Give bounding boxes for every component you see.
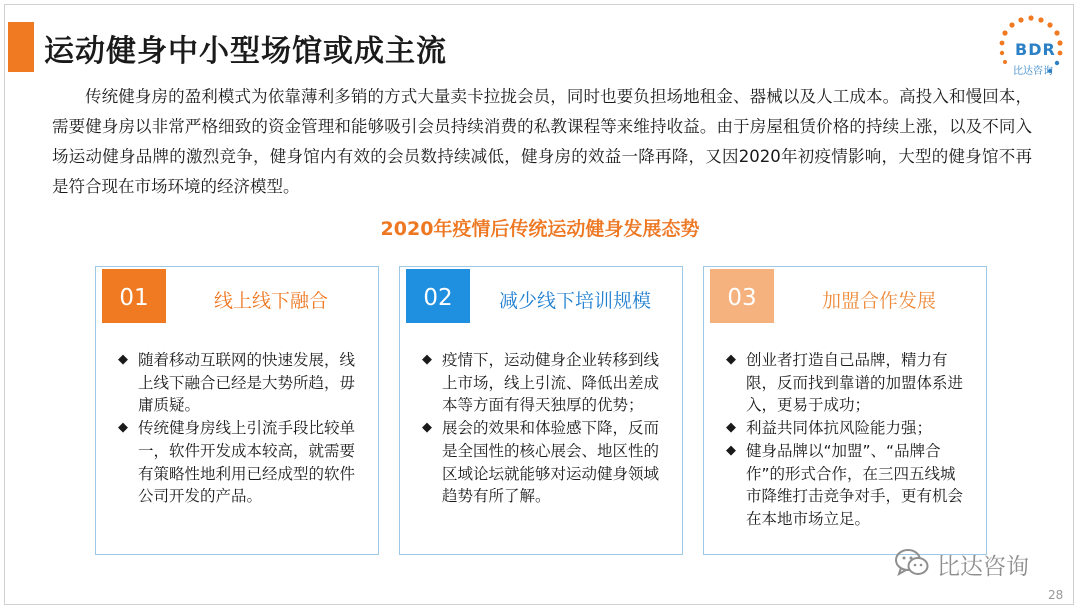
logo-text: BDR [1015, 40, 1056, 59]
diamond-bullet-icon: ◆ [118, 420, 128, 436]
diamond-bullet-icon: ◆ [726, 442, 736, 458]
bullet-text: 传统健身房线上引流手段比较单一，软件开发成本较高，就需要有策略性地利用已经成型的软件公司开发的产品。 [138, 419, 356, 506]
trend-card-3 [703, 266, 987, 555]
bullet-text: 健身品牌以“加盟”、“品牌合作”的形式合作，在三四五线城市降维打击竞争对手，更有机会在本地市场立足。 [746, 441, 964, 528]
section-heading: 2020年疫情后传统运动健身发展态势 [380, 218, 700, 240]
watermark-text: 比达咨询 [937, 554, 1029, 580]
list-item [422, 349, 666, 417]
page-number: 28 [1048, 588, 1064, 602]
wechat-icon [895, 548, 929, 578]
title-accent-bar [8, 22, 34, 72]
card-title: 线上线下融合 [213, 290, 328, 312]
list-item [726, 440, 970, 531]
card-title: 加盟合作发展 [821, 290, 936, 312]
bullet-text: 随着移动互联网的快速发展，线上线下融合已经是大势所趋，毋庸质疑。 [138, 351, 356, 415]
diamond-bullet-icon: ◆ [726, 352, 736, 367]
trend-card-2 [399, 266, 683, 555]
card-number-badge: 01 [102, 269, 166, 323]
page-title: 运动健身中小型场馆或成主流 [44, 34, 447, 69]
bullet-text: 疫情下，运动健身企业转移到线上市场，线上引流、降低出差成本等方面有得天独厚的优势； [442, 351, 660, 415]
card-number-badge: 02 [406, 269, 470, 323]
card-bullet-list [726, 349, 970, 531]
diamond-bullet-icon: ◆ [118, 352, 128, 367]
bullet-text: 创业者打造自己品牌，精力有限，反而找到靠谱的加盟体系进入，更易于成功； [746, 351, 964, 415]
card-bullet-list [118, 349, 362, 508]
bullet-text: 展会的效果和体验感下降，反而是全国性的核心展会、地区性的区域论坛就能够对运动健身领域趋势有所了解。 [442, 419, 660, 506]
list-item [726, 417, 970, 440]
bullet-text: 利益共同体抗风险能力强； [746, 419, 933, 438]
trend-card-1 [95, 266, 379, 555]
list-item [422, 417, 666, 508]
card-title: 减少线下培训规模 [498, 290, 651, 312]
list-item [726, 349, 970, 417]
diamond-bullet-icon: ◆ [422, 420, 432, 436]
intro-paragraph: 传统健身房的盈利模式为依靠薄利多销的方式大量卖卡拉拢会员，同时也要负担场地租金、器械以及人工成本。高投入和慢回本，需要健身房以非常严格细致的资金管理和能够吸引会员持续消费的私教课程等来维持收益。由于房屋租赁价格的持续上涨，以及不同入场运动健身品牌的激烈竞争，健身馆内有效的会员数持续减低，健身房的效益一降再降，又因2020年初疫情影响，大型的健身馆不再是符合现在市场环境的经济模型。 [52, 87, 1032, 196]
card-bullet-list [422, 349, 666, 508]
list-item [118, 417, 362, 508]
logo-subtitle: 比达咨询 [1013, 66, 1053, 77]
diamond-bullet-icon: ◆ [422, 352, 432, 367]
list-item [118, 349, 362, 417]
card-number-badge: 03 [710, 269, 774, 323]
diamond-bullet-icon: ◆ [726, 420, 736, 436]
